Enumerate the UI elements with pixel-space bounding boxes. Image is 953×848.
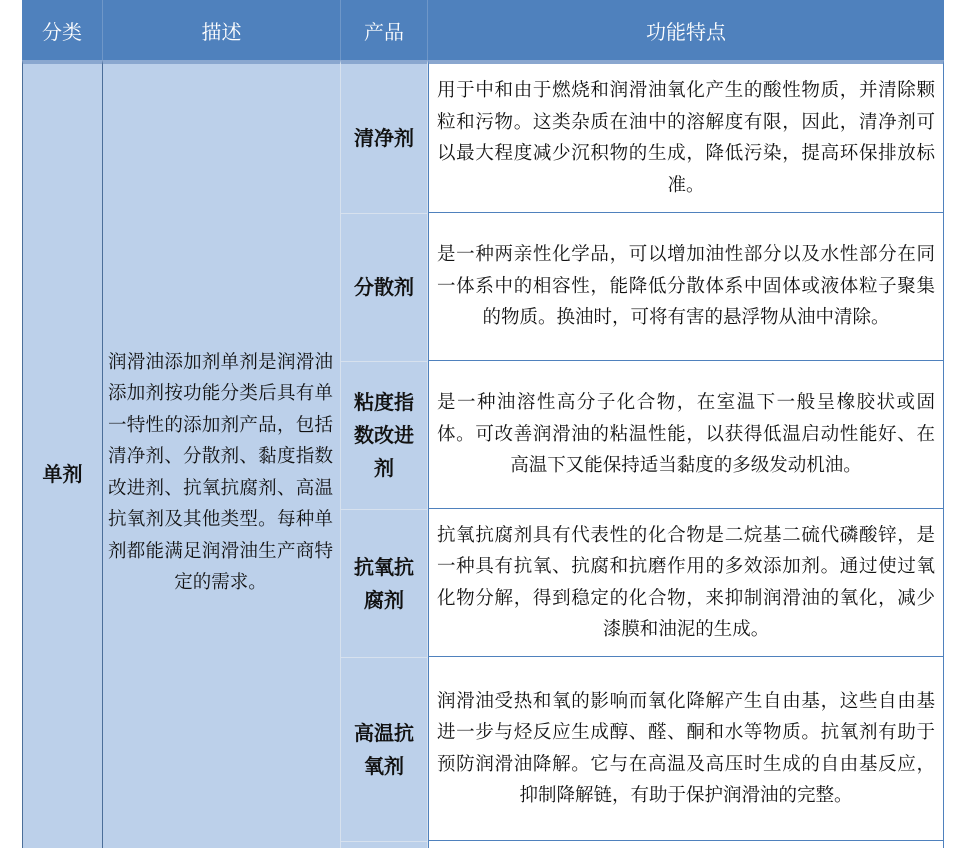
feature-cell: 是一种油溶性高分子化合物，在室温下一般呈橡胶状或固体。可改善润滑油的粘温性能，以获得低温启动性能好、在高温下又能保持适当黏度的多级发动机油。 <box>428 361 944 509</box>
product-cell: 抗氧抗腐剂 <box>341 509 428 657</box>
feature-cell: 润滑油受热和氧的影响而氧化降解产生自由基，这些自由基进一步与烃反应生成醇、醛、酮和水等物质。抗氧剂有助于预防润滑油降解。它与在高温及高压时生成的自由基反应，抑制降解链，有助于保护润滑油的完整。 <box>428 657 944 841</box>
feature-cell: 用于中和由于燃烧和润滑油氧化产生的酸性物质，并清除颗粒和污物。这类杂质在油中的溶解度有限，因此，清净剂可以最大程度减少沉积物的生成，降低污染，提高环保排放标准。 <box>428 60 944 213</box>
header-description: 描述 <box>103 0 341 60</box>
product-cell: 高温抗氧剂 <box>341 657 428 841</box>
table-row <box>22 60 944 213</box>
feature-cell: 是一种两亲性化学品，可以增加油性部分以及水性部分在同一体系中的相容性，能降低分散体系中固体或液体粒子聚集的物质。换油时，可将有害的悬浮物从油中清除。 <box>428 213 944 361</box>
feature-cell: 抗氧抗腐剂具有代表性的化合物是二烷基二硫代磷酸锌，是一种具有抗氧、抗腐和抗磨作用的多效添加剂。通过使过氧化物分解，得到稳定的化合物，来抑制润滑油的氧化，减少漆膜和油泥的生成。 <box>428 509 944 657</box>
category-cell: 单剂 <box>22 60 103 848</box>
feature-cell-empty <box>428 841 944 848</box>
header-row <box>22 0 944 60</box>
additive-table-container <box>22 0 944 848</box>
description-cell: 润滑油添加剂单剂是润滑油添加剂按功能分类后具有单一特性的添加剂产品，包括清净剂、分散剂、黏度指数改进剂、抗氧抗腐剂、高温抗氧剂及其他类型。每种单剂都能满足润滑油生产商特定的需求。 <box>103 60 341 848</box>
product-cell: 清净剂 <box>341 60 428 213</box>
header-features: 功能特点 <box>428 0 944 60</box>
product-cell-empty <box>341 841 428 848</box>
additive-table <box>22 0 944 848</box>
product-cell: 粘度指数改进剂 <box>341 361 428 509</box>
product-cell: 分散剂 <box>341 213 428 361</box>
header-category: 分类 <box>22 0 103 60</box>
header-product: 产品 <box>341 0 428 60</box>
